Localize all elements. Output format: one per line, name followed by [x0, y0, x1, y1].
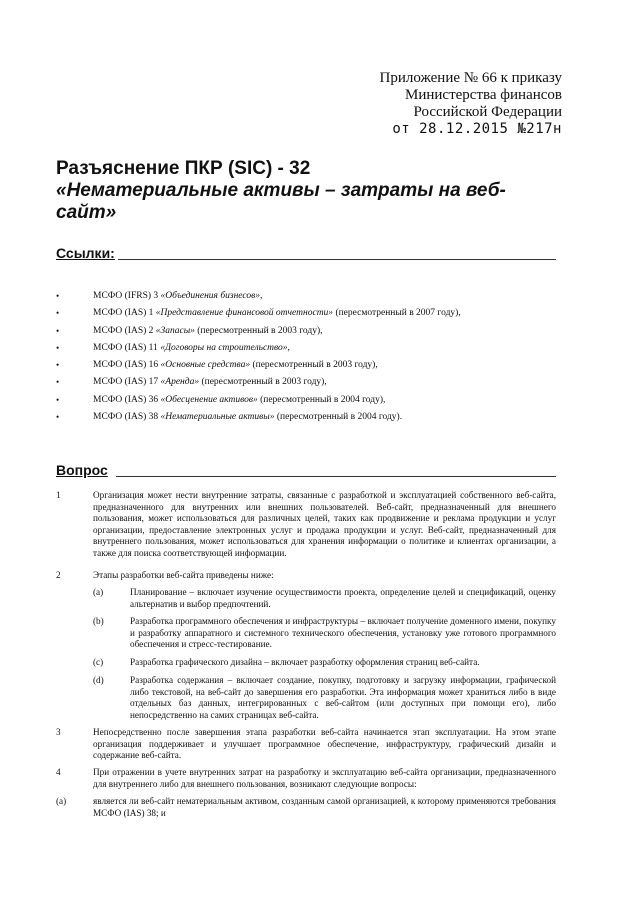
document-title	[56, 158, 536, 224]
reference-item: • МСФО (IAS) 38 «Нематериальные активы» (пересмотренный в 2004 году).	[56, 412, 403, 423]
paragraph-text: Этапы разработки веб-сайта приведены ниже:	[93, 570, 274, 580]
subitem-text: Разработка содержания – включает создание, покупку, подготовку и загрузку информации, графической либо текстовой, на веб-сайт до завершения его разработки. Эта информация может храниться либо в виде отдельных баз данных, интегрированных с веб-сайтом (или доступных при помощи его), либо непосредственно на самих страницах веб-сайта.	[130, 675, 556, 720]
paragraph-number: 1	[56, 490, 61, 500]
subitem-2d	[93, 675, 556, 721]
subitem-letter: (d)	[93, 675, 104, 685]
bullet-icon: •	[56, 394, 60, 405]
title-line-1: Разъяснение ПКР (SIC) - 32	[56, 158, 311, 179]
reference-item: • МСФО (IAS) 17 «Аренда» (пересмотренный в 2003 году),	[56, 377, 327, 388]
subitem-letter: (a)	[93, 587, 104, 597]
reference-item: • МСФО (IAS) 16 «Основные средства» (пересмотренный в 2003 году),	[56, 360, 378, 371]
paragraph-3	[56, 727, 556, 762]
annex-date-number: от 28.12.2015 №217н	[392, 121, 562, 137]
paragraph-text: Непосредственно после завершения этапа разработки веб-сайта начинается этап эксплуатации. На этом этапе организация поддерживает и улучшает программное обеспечение, инфраструктуру, графический дизайн и содержание веб-сайта.	[93, 727, 556, 761]
bullet-icon: •	[56, 412, 60, 423]
subitem-text: Разработка графического дизайна – включает разработку оформления страниц веб-сайта.	[130, 657, 480, 667]
paragraph-number: 4	[56, 767, 61, 777]
paragraph-number: 2	[56, 570, 61, 580]
subitem-letter: (a)	[56, 796, 67, 806]
subitem-text: Разработка программного обеспечения и инфраструктуры – включает получение доменного имени, покупку и разработку аппаратного и системного технического обеспечения, установку уже готового программного обеспечения и стресс-тестирование.	[130, 616, 556, 650]
reference-item: • МСФО (IAS) 1 «Представление финансовой отчетности» (пересмотренный в 2007 году),	[56, 308, 461, 319]
bullet-icon: •	[56, 360, 60, 371]
reference-item: • МСФО (IFRS) 3 «Объединения бизнесов»,	[56, 291, 263, 301]
reference-item: • МСФО (IAS) 11 «Договоры на строительство»,	[56, 342, 290, 353]
paragraph-4	[56, 767, 556, 790]
bullet-icon: •	[56, 342, 60, 353]
subitem-text: Планирование – включает изучение осуществимости проекта, определение целей и спецификаций, оценку альтернатив и выбор предпочтений.	[130, 587, 556, 609]
reference-item: • МСФО (IAS) 2 «Запасы» (пересмотренный в 2003 году),	[56, 325, 323, 336]
paragraph-text: При отражении в учете внутренних затрат на разработку и эксплуатацию веб-сайта организации, предназначенного для внутреннего либо для внешнего пользования, возникают следующие вопросы:	[93, 767, 556, 789]
subitem-2b	[93, 616, 556, 651]
subitem-letter: (c)	[93, 657, 104, 667]
annex-block	[330, 70, 562, 138]
bullet-icon: •	[56, 377, 60, 388]
bullet-icon: •	[56, 325, 60, 336]
reference-item: • МСФО (IAS) 36 «Обесценение активов» (пересмотренный в 2004 году),	[56, 394, 386, 405]
paragraph-1	[56, 490, 556, 560]
subitem-2a	[93, 587, 556, 610]
subitem-letter: (b)	[93, 616, 104, 626]
references-heading	[56, 245, 556, 261]
references-heading-rule	[118, 259, 556, 260]
references-list	[56, 290, 556, 428]
paragraph-2	[56, 570, 556, 582]
question-heading-text: Вопрос	[56, 462, 108, 478]
title-line-2: «Нематериальные активы – затраты на веб-сайт»	[56, 180, 506, 223]
question-heading-rule	[116, 476, 556, 477]
question-heading	[56, 462, 556, 478]
bullet-icon: •	[56, 291, 60, 301]
subitem-4a	[56, 796, 556, 819]
subitem-2c	[93, 657, 556, 669]
paragraph-number: 3	[56, 727, 61, 737]
annex-line-3: Российской Федерации	[413, 104, 562, 120]
annex-line-2: Министерства финансов	[405, 87, 562, 103]
paragraph-text: Организация может нести внутренние затраты, связанные с разработкой и эксплуатацией собственного веб-сайта, предназначенного для внутренних или внешних пользователей. Веб-сайт, предназначенный для внешнего пользования, может использоваться для различных целей, таких как продвижение и реклама продукции и услуг организации, предоставление электронных услуг и продажа продукции и услуг. Веб-сайт, предназначенный для внутреннего пользования, может использоваться для хранения информации о политике и клиентах организации, а также для поиска соответствующей информации.	[93, 490, 556, 558]
references-heading-text: Ссылки:	[56, 245, 115, 261]
subitem-text: является ли веб-сайт нематериальным активом, созданным самой организацией, к которому применяются требования МСФО (IAS) 38; и	[93, 796, 556, 818]
bullet-icon: •	[56, 308, 60, 319]
annex-line-1: Приложение № 66 к приказу	[379, 70, 562, 86]
